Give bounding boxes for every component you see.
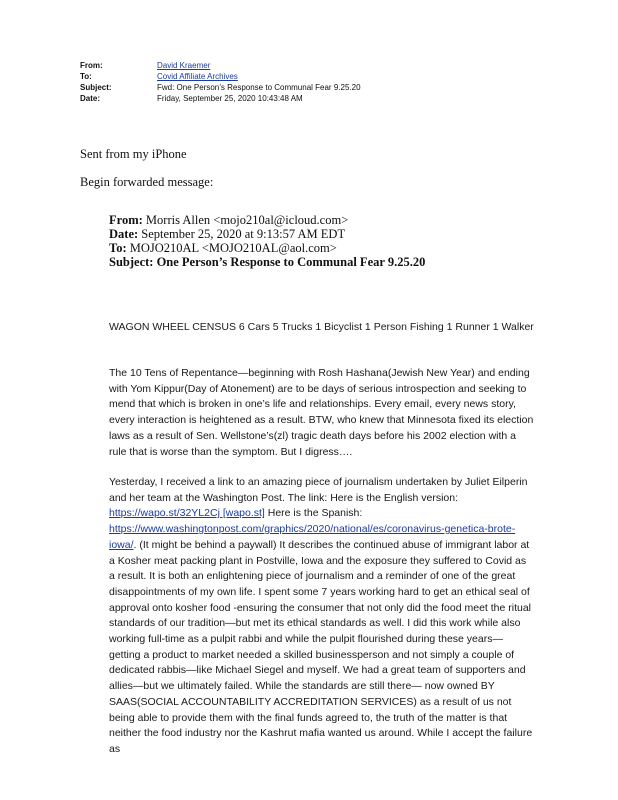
header-from-row [80,60,361,71]
sent-from-line: Sent from my iPhone [80,147,187,161]
fwd-from-value: Morris Allen <mojo210al@icloud.com> [142,213,349,227]
english-article-link[interactable]: https://wapo.st/32YL2Cj [wapo.st] [109,507,265,520]
census-text: WAGON WHEEL CENSUS 6 Cars 5 Trucks 1 Bicyclist 1 Person Fishing 1 Runner 1 Walker [109,321,534,333]
spanish-article-link[interactable]: https://www.washingtonpost.com/graphics/2020/national/es/coronavirus-genetica-brote-iowa/ [109,523,516,551]
fwd-from-label: From: [109,213,143,227]
fwd-subject-label: Subject: [109,255,154,269]
forwarded-header [109,213,425,269]
fwd-date-value: September 25, 2020 at 9:13:57 AM EDT [138,227,346,241]
paragraph-1 [109,366,534,460]
paragraph-1-text: The 10 Tens of Repentance—beginning with Rosh Hashana(Jewish New Year) and ending with Yom Kippur(Day of Atonement) are to be days of serious introspection and seeking to mend that which is broken in one’s life and relationships. Every email, every news story, every interaction is heightened as a result. BTW, who knew that Minnesota fixed its election laws as a result of Sen. Wellstone’s(zl) tragic death days before his 2002 election with a rule that is worse than the symptom. But I digress…. [109,367,534,458]
subject-value: Fwd: One Person’s Response to Communal Fear 9.25.20 [157,83,361,92]
fwd-to-value: MOJO210AL <MOJO210AL@aol.com> [126,241,337,255]
fwd-to-row [109,241,425,255]
paragraph-2-part-a: Yesterday, I received a link to an amazing piece of journalism undertaken by Juliet Eilperin and her team at the Washington Post. The link: Here is the English version: [109,476,528,504]
to-link[interactable]: Covid Affiliate Archives [157,72,238,81]
fwd-subject-value: One Person’s Response to Communal Fear 9.25.20 [153,255,426,269]
fwd-date-label: Date: [109,227,139,241]
fwd-subject-row [109,255,425,269]
date-label: Date: [80,94,101,103]
census-paragraph [109,320,534,336]
fwd-date-row [109,227,425,241]
email-header [80,60,361,104]
header-date-row [80,93,361,104]
date-value: Friday, September 25, 2020 10:43:48 AM [157,94,303,103]
paragraph-2-part-b: Here is the Spanish: [264,507,363,520]
from-link[interactable]: David Kraemer [157,61,211,70]
begin-forwarded-line: Begin forwarded message: [80,175,214,189]
subject-label: Subject: [80,83,112,92]
paragraph-2-text [109,475,534,758]
paragraph-2-part-c: . (It might be behind a paywall) It describes the continued abuse of immigrant labor at a Kosher meat packing plant in Postville, Iowa and the exposure they suffered to Covid as a result. It is both an enlightening piece of journalism and a reminder of one of the great disappointments of my own life. I spent some 7 years working hard to get an ethical seal of approval onto kosher food -ensuring the consumer that not only did the food meet the ritual standards of our tradition—but met its ethical standards as well. I did this work while also working full-time as a pulpit rabbi and while the pulpit flourished during these years—getting a product to market needed a skilled businessperson and not simply a couple of dedicated rabbis—like Michael Siegel and myself. We had a great team of supporters and allies—but we ultimately failed. While the standards are still there— now owned BY SAAS(SOCIAL ACCOUNTABILITY ACCREDITATION SERVICES) as a result of us not being able to provide them with the final funds agreed to, the truth of the matter is that neither the food industry nor the Kashrut mafia wanted us around. While I accept the failure as [109,538,533,755]
from-label: From: [80,61,103,70]
header-subject-row [80,82,361,93]
to-label: To: [80,72,92,81]
fwd-from-row [109,213,425,227]
fwd-to-label: To: [109,241,127,255]
header-to-row [80,71,361,82]
paragraph-2 [109,475,534,758]
